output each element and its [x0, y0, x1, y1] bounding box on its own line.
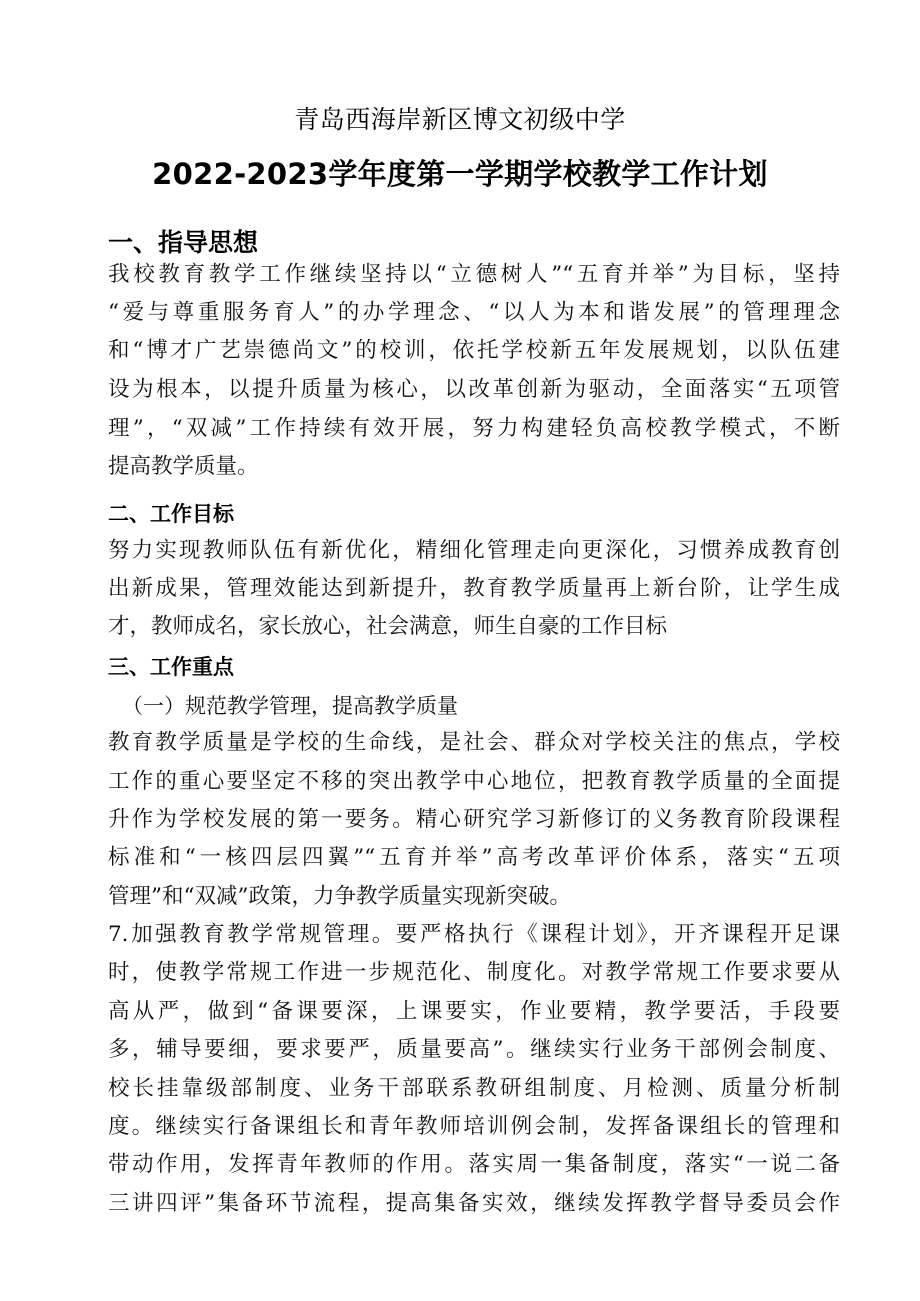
paragraph-line: 管理”和“双减”政策，力争教学质量实现新突破。: [108, 884, 571, 909]
paragraph-line: 教育教学质量是学校的生命线，是社会、群众对学校关注的焦点，学校: [108, 730, 840, 755]
paragraph-line: 努力实现教师队伍有新优化，精细化管理走向更深化，习惯养成教育创: [108, 538, 840, 563]
paragraph-line: 三讲四评”集备环节流程，提高集备实效，继续发挥教学督导委员会作: [108, 1191, 840, 1216]
section-heading-work-focus: 三、工作重点: [108, 655, 234, 679]
paragraph-line: 带动作用，发挥青年教师的作用。落实周一集备制度，落实“一说二备: [108, 1152, 840, 1177]
paragraph-line: 出新成果，管理效能达到新提升，教育教学质量再上新台阶，让学生成: [108, 576, 840, 601]
paragraph-line: 标准和“一核四层四翼”“五育并举”高考改革评价体系，落实“五项: [108, 845, 840, 870]
paragraph-line: 时，使教学常规工作进一步规范化、制度化。对教学常规工作要求要从: [108, 960, 840, 985]
plan-title: 2022-2023学年度第一学期学校教学工作计划: [152, 157, 768, 191]
subsection-heading: （一）规范教学管理，提高教学质量: [122, 694, 458, 718]
paragraph-line: “爱与尊重服务育人”的办学理念、“以人为本和谐发展”的管理理念: [108, 300, 840, 325]
paragraph-line: 升作为学校发展的第一要务。精心研究学习新修订的义务教育阶段课程: [108, 807, 840, 832]
paragraph-line: 提高教学质量。: [108, 454, 259, 479]
paragraph-line: 校长挂靠级部制度、业务干部联系教研组制度、月检测、质量分析制: [108, 1076, 840, 1101]
section-heading-guiding-ideology: 一、指导思想: [108, 228, 259, 257]
paragraph-line: 我校教育教学工作继续坚持以“立德树人”“五育并举”为目标，坚持: [108, 262, 840, 287]
paragraph-line: 才，教师成名，家长放心，社会满意，师生自豪的工作目标: [108, 614, 668, 639]
paragraph-line: 7.加强教育教学常规管理。要严格执行《课程计划》，开齐课程开足课: [108, 922, 840, 947]
paragraph-line: 高从严，做到“备课要深，上课要实，作业要精，教学要活，手段要: [108, 999, 840, 1024]
paragraph-line: 设为根本，以提升质量为核心，以改革创新为驱动，全面落实“五项管: [108, 377, 840, 402]
paragraph-line: 工作的重心要坚定不移的突出教学中心地位，把教育教学质量的全面提: [108, 769, 840, 794]
school-name-title: 青岛西海岸新区博文初级中学: [294, 105, 626, 134]
section-heading-work-goals: 二、工作目标: [108, 502, 234, 526]
paragraph-line: 理”，“双减”工作持续有效开展，努力构建轻负高校教学模式，不断: [108, 416, 840, 441]
paragraph-line: 度。继续实行备课组长和青年教师培训例会制，发挥备课组长的管理和: [108, 1114, 840, 1139]
paragraph-line: 和“博才广艺崇德尚文”的校训，依托学校新五年发展规划，以队伍建: [108, 338, 840, 363]
paragraph-line: 多，辅导要细，要求要严，质量要高”。继续实行业务干部例会制度、: [108, 1037, 840, 1062]
